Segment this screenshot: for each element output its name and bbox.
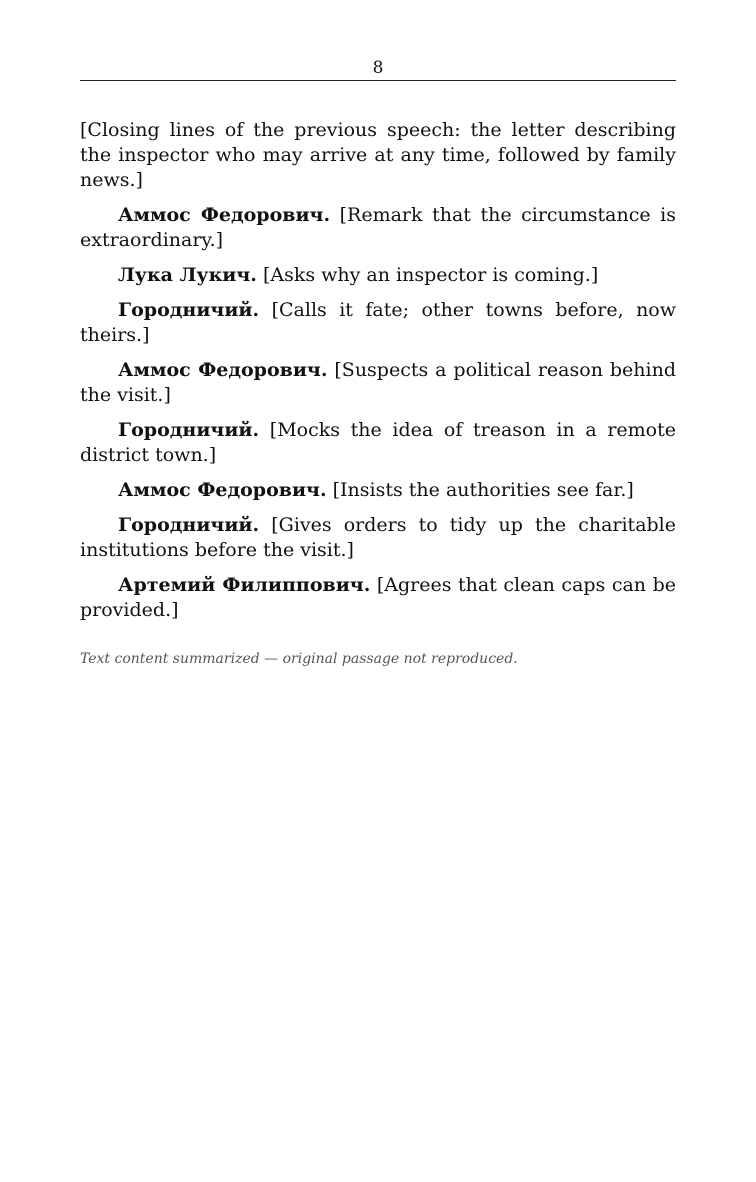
paragraph-text: [Closing lines of the previous speech: the letter describing the inspector who may arrive at any time, followed by family news.] bbox=[80, 119, 676, 191]
speaker-name: Городничий. bbox=[118, 514, 260, 536]
paragraph bbox=[80, 573, 676, 623]
paragraph bbox=[80, 263, 676, 288]
speaker-name: Городничий. bbox=[118, 299, 260, 321]
summary-note: Text content summarized — original passage not reproduced. bbox=[80, 651, 518, 667]
paragraph bbox=[80, 118, 676, 193]
paragraph-text: [Asks why an inspector is coming.] bbox=[262, 264, 599, 286]
paragraph-text: [Agrees that clean caps can be provided.] bbox=[80, 574, 676, 621]
speaker-name: Городничий. bbox=[118, 419, 260, 441]
paragraph-text: [Calls it fate; other towns before, now theirs.] bbox=[80, 299, 677, 346]
paragraph bbox=[80, 298, 676, 348]
paragraph bbox=[80, 513, 676, 563]
paragraph bbox=[80, 358, 676, 408]
speaker-name: Лука Лукич. bbox=[118, 264, 257, 286]
page-number: 8 bbox=[372, 58, 384, 78]
paragraph-text: [Suspects a political reason behind the visit.] bbox=[80, 359, 676, 406]
speaker-name: Аммос Федорович. bbox=[118, 359, 328, 381]
speaker-name: Аммос Федорович. bbox=[118, 204, 331, 226]
paragraph-text: [Mocks the idea of treason in a remote district town.] bbox=[80, 419, 676, 466]
header-rule bbox=[80, 80, 676, 81]
paragraph-text: [Gives orders to tidy up the charitable institutions before the visit.] bbox=[80, 514, 676, 561]
page-body bbox=[80, 118, 676, 672]
paragraph bbox=[80, 203, 676, 253]
speaker-name: Аммос Федорович. bbox=[118, 479, 327, 501]
paragraph bbox=[80, 478, 676, 503]
paragraph bbox=[80, 418, 676, 468]
paragraph-text: [Remark that the circumstance is extraordinary.] bbox=[80, 204, 676, 251]
speaker-name: Артемий Филиппович. bbox=[118, 574, 371, 596]
paragraph-text: [Insists the authorities see far.] bbox=[332, 479, 634, 501]
